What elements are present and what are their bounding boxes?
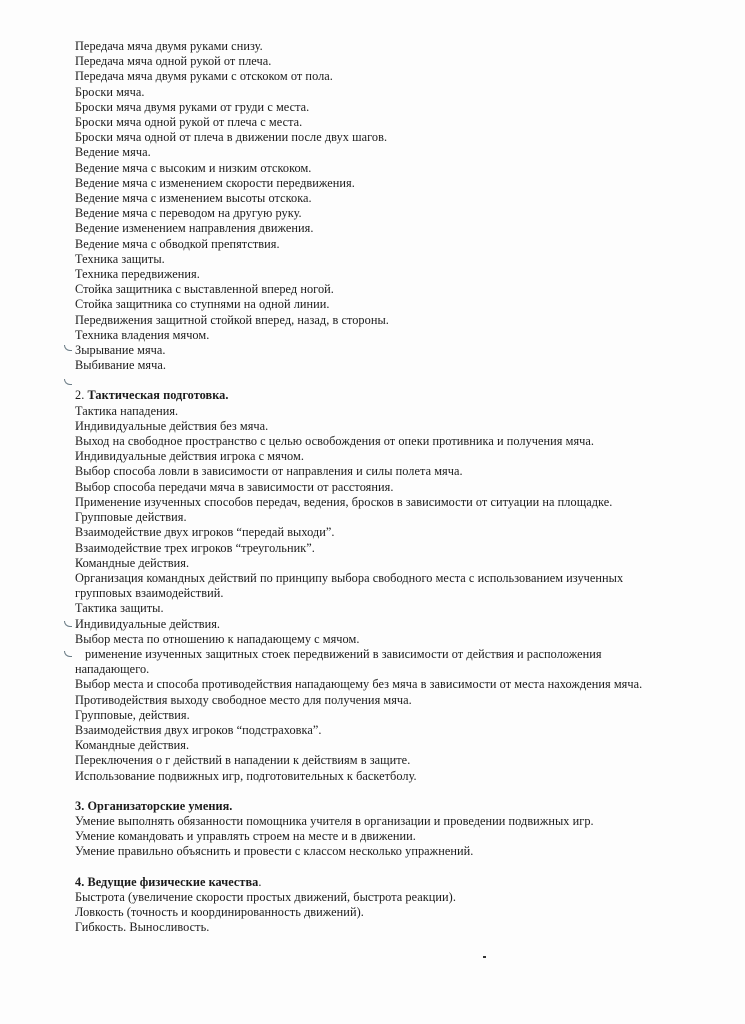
text-line: Броски мяча.	[75, 84, 145, 99]
text-line: Ловкость (точность и координированность движений).	[75, 904, 364, 919]
text-line: Передача мяча двумя руками снизу.	[75, 39, 263, 53]
text-line: Умение правильно объяснить и провести с классом несколько упражнений.	[75, 844, 474, 859]
section-spacer	[75, 860, 715, 875]
scan-artifact-dash	[483, 956, 486, 958]
text-line: Передача мяча двумя руками с отскоком от пола.	[75, 69, 333, 84]
text-line: Ведение мяча с переводом на другую руку.	[75, 206, 302, 221]
section-spacer	[75, 373, 715, 388]
text-line: Противодействия выходу свободное место для получения мяча.	[75, 692, 412, 707]
scan-artifact-mark	[64, 651, 72, 657]
text-line: Гибкость. Выносливость.	[75, 920, 210, 935]
text-line: Быстрота (увеличение скорости простых движений, быстрота реакции).	[75, 889, 456, 904]
text-line: Умение выполнять обязанности помощника учителя в организации и проведении подвижных игр.	[75, 813, 594, 828]
text-line: Зырывание мяча.	[75, 343, 166, 358]
text-line: Командные действия.	[75, 738, 190, 753]
text-line: Групповые, действия.	[75, 707, 190, 722]
section-spacer	[75, 784, 715, 799]
text-line: Ведение мяча с высоким и низким отскоком.	[75, 160, 312, 175]
text-line: Выбор места по отношению к нападающему с мячом.	[75, 631, 360, 646]
text-line: групповых взаимодействий.	[75, 586, 224, 601]
text-line: Групповые действия.	[75, 510, 187, 525]
text-line: Броски мяча одной рукой от плеча с места.	[75, 115, 303, 130]
text-line: Передвижения защитной стойкой вперед, назад, в стороны.	[75, 312, 389, 327]
text-line: Организация командных действий по принципу выбора свободного места с использованием изученных	[75, 570, 624, 585]
text-line: Стойка защитника с выставленной вперед ногой.	[75, 282, 334, 297]
text-line: Ведение мяча.	[75, 145, 151, 160]
text-line: Выбор способа передачи мяча в зависимости от расстояния.	[75, 479, 394, 494]
text-line: Броски мяча двумя руками от груди с места.	[75, 99, 310, 114]
text-line: Командные действия.	[75, 555, 190, 570]
text-line: Индивидуальные действия.	[75, 616, 221, 631]
organizational-section	[75, 799, 715, 860]
section-title-tail: .	[258, 874, 262, 889]
technique-section	[75, 39, 715, 373]
text-line: Техника защиты.	[75, 251, 165, 266]
text-line: рименение изученных защитных стоек передвижений в зависимости от действия и расположения	[85, 646, 602, 661]
text-line: Выбивание мяча.	[75, 358, 167, 373]
text-line: Передача мяча одной рукой от плеча.	[75, 54, 272, 69]
text-line: Индивидуальные действия игрока с мячом.	[75, 449, 304, 464]
text-line: Использование подвижных игр, подготовительных к баскетболу.	[75, 768, 417, 783]
text-line: Взаимодействия двух игроков “подстраховка”.	[75, 722, 322, 737]
text-line: Выбор места и способа противодействия нападающему без мяча в зависимости от места нахождения мяча.	[75, 677, 643, 692]
tactical-section	[75, 388, 715, 783]
text-line: Взаимодействие трех игроков “треугольник”.	[75, 540, 315, 555]
section-heading-physical	[75, 875, 715, 890]
text-line: Переключения о г действий в нападении к действиям в защите.	[75, 753, 411, 768]
text-line: Выход на свободное пространство с целью освобождения от опеки противника и получения мяча.	[75, 434, 595, 449]
text-line: Техника владения мячом.	[75, 327, 210, 342]
text-line: Тактика нападения.	[75, 403, 179, 418]
text-line: Ведение изменением направления движения.	[75, 221, 314, 236]
section-heading-tactical	[75, 388, 715, 403]
text-line: Ведение мяча с изменением скорости передвижения.	[75, 175, 355, 190]
text-line: Тактика защиты.	[75, 601, 164, 616]
scan-artifact-mark	[64, 345, 72, 351]
text-line: Стойка защитника со ступнями на одной линии.	[75, 297, 330, 312]
text-line: Ведение мяча с изменением высоты отскока.	[75, 191, 312, 206]
section-title: 4. Ведущие физические качества	[75, 874, 259, 889]
document-body	[75, 39, 715, 935]
text-line: Выбор способа ловли в зависимости от направления и силы полета мяча.	[75, 464, 463, 479]
section-heading-organizational: 3. Организаторские умения.	[75, 798, 233, 813]
text-line: Умение командовать и управлять строем на месте и в движении.	[75, 829, 416, 844]
text-line: Применение изученных способов передач, ведения, бросков в зависимости от ситуации на площадке.	[75, 494, 613, 509]
section-number: 2.	[75, 388, 85, 403]
physical-section	[75, 875, 715, 936]
scan-artifact-mark	[64, 621, 72, 627]
text-line: Броски мяча одной от плеча в движении после двух шагов.	[75, 130, 388, 145]
section-title: Тактическая подготовка.	[87, 388, 229, 403]
text-line: Индивидуальные действия без мяча.	[75, 418, 269, 433]
text-line: Взаимодействие двух игроков “передай выходи”.	[75, 525, 335, 540]
text-line: нападающего.	[75, 662, 150, 677]
text-line: Ведение мяча с обводкой препятствия.	[75, 236, 280, 251]
scan-artifact-mark	[64, 379, 72, 385]
text-line: Техника передвижения.	[75, 267, 200, 282]
